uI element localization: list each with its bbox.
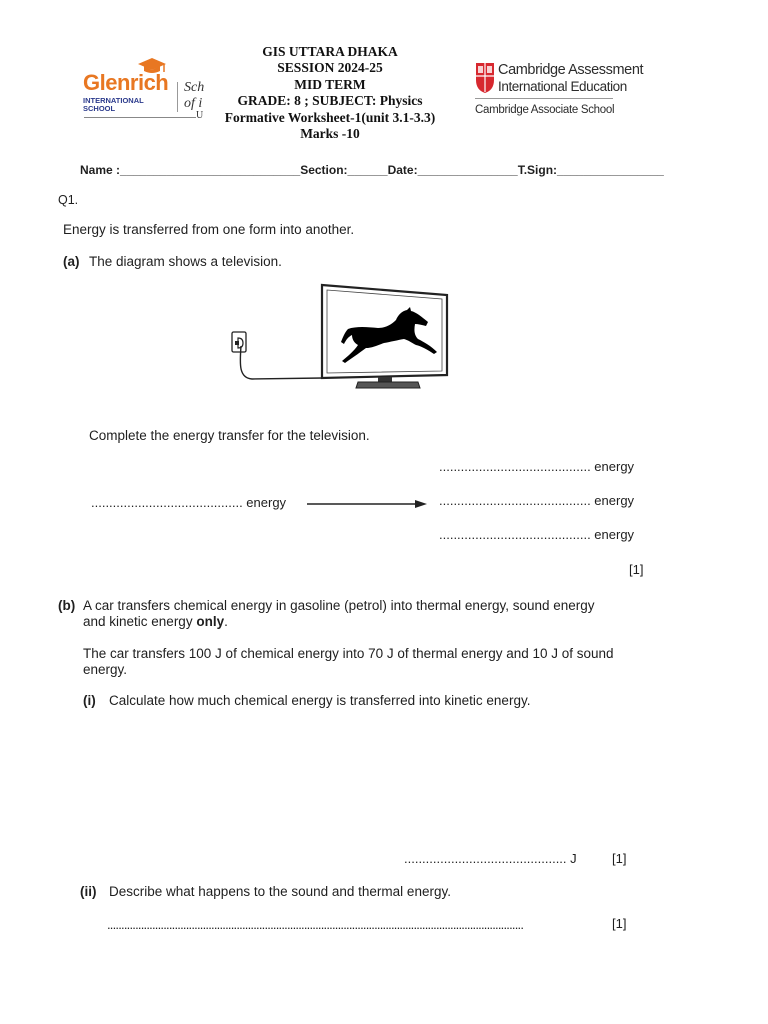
glenrich-wordmark: Glenrich xyxy=(83,70,169,95)
cambridge-line-1: Cambridge Assessment xyxy=(498,62,644,78)
glenrich-subtitle: INTERNATIONAL SCHOOL xyxy=(83,96,144,113)
cambridge-line-3: Cambridge Associate School xyxy=(475,104,615,116)
cambridge-shield-icon xyxy=(475,62,495,94)
part-bi-answer-blank[interactable]: ............................................. J xyxy=(404,851,577,866)
part-a-marks: [1] xyxy=(629,562,644,577)
part-a-text: The diagram shows a television. xyxy=(89,254,282,269)
cambridge-rule xyxy=(475,98,613,99)
part-bi-text: Calculate how much chemical energy is transferred into kinetic energy. xyxy=(109,693,531,708)
part-bii-text: Describe what happens to the sound and thermal energy. xyxy=(109,884,451,899)
part-bii-marks: [1] xyxy=(612,916,627,931)
part-b-text-2b: only xyxy=(196,614,225,629)
part-a-label: (a) xyxy=(63,254,80,269)
part-b-text-1: A car transfers chemical energy in gasoline (petrol) into thermal energy, sound energy xyxy=(83,598,595,613)
transfer-arrow-icon xyxy=(305,497,429,511)
glenrich-script-2: of i xyxy=(184,96,203,111)
cambridge-line-2: International Education xyxy=(498,79,627,94)
session: SESSION 2024-25 xyxy=(277,60,383,76)
output-energy-blank-3[interactable]: .......................................... energy xyxy=(439,527,635,542)
output-energy-blank-1[interactable]: .......................................... energy xyxy=(439,459,635,474)
power-cable xyxy=(240,346,323,379)
grade-subject: GRADE: 8 ; SUBJECT: Physics xyxy=(237,93,423,109)
part-b-text-2 xyxy=(83,614,228,629)
television-diagram xyxy=(228,282,452,396)
part-bii-answer-blank[interactable]: .................................................................................................................................................... xyxy=(107,917,524,932)
part-b-data-1: The car transfers 100 J of chemical energy into 70 J of thermal energy and 10 J of sound xyxy=(83,646,614,661)
glenrich-script-1: Sch xyxy=(184,80,205,95)
logo-underline xyxy=(84,117,196,118)
worksheet-header xyxy=(200,44,460,142)
input-energy-blank[interactable]: .......................................... energy xyxy=(91,495,287,510)
output-energy-blank-2[interactable]: .......................................... energy xyxy=(439,493,635,508)
part-b-text-2a: and kinetic energy xyxy=(83,614,197,629)
school-name: GIS UTTARA DHAKA xyxy=(262,44,398,59)
part-b-text-2c: . xyxy=(224,614,228,629)
logo-divider xyxy=(177,82,178,112)
marks-total: Marks -10 xyxy=(300,126,360,142)
part-bi-label: (i) xyxy=(83,693,96,708)
term: MID TERM xyxy=(294,76,366,92)
part-bii-label: (ii) xyxy=(80,884,97,899)
part-bi-marks: [1] xyxy=(612,851,627,866)
part-b-data-2: energy. xyxy=(83,662,128,677)
part-a-instruction: Complete the energy transfer for the television. xyxy=(89,428,370,443)
student-info-line[interactable]: Name :___________________________Section:______Date:_______________T.Sign:________________ xyxy=(80,163,664,177)
question-number: Q1. xyxy=(58,193,79,207)
glenrich-script-3: U xyxy=(196,110,204,121)
worksheet-title: Formative Worksheet-1(unit 3.1-3.3) xyxy=(224,109,436,125)
part-b-label: (b) xyxy=(58,598,76,613)
q1-intro: Energy is transferred from one form into another. xyxy=(63,222,355,237)
